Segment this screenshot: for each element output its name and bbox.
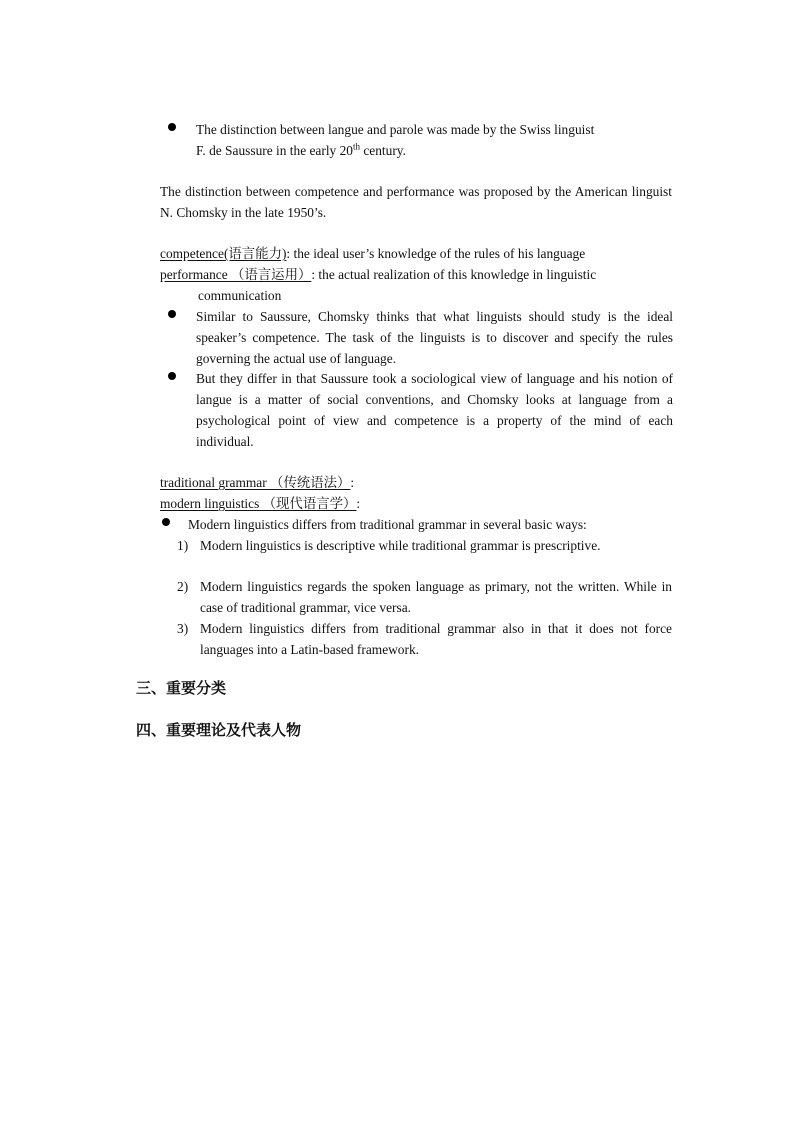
competence-paragraph: The distinction between competence and performance was proposed by the American linguist N. Chomsky in the late 1950’s. — [160, 184, 672, 220]
competence-text: : the ideal user’s knowledge of the rules of his language — [286, 246, 586, 261]
section-heading-theories: 四、重要理论及代表人物 — [136, 721, 302, 739]
bullet-dot — [162, 518, 170, 526]
traditional-grammar-term: traditional grammar （传统语法） — [160, 475, 351, 490]
list-item-text: Modern linguistics regards the spoken language as primary, not the written. While in case of traditional grammar, vice versa. — [200, 579, 672, 615]
performance-term: performance （语言运用） — [160, 267, 312, 282]
competence-definition — [160, 243, 680, 264]
list-item-number: 3) — [177, 621, 189, 636]
bullet-differ-text: But they differ in that Saussure took a sociological view of language and his notion of langue is a matter of social conventions, and Chomsky looks at language from a psychological point of view and competence is a property of the mind of each individual. — [196, 371, 673, 449]
traditional-grammar-line: traditional grammar （传统语法）: — [160, 475, 355, 490]
modern-linguistics-intro: Modern linguistics differs from traditional grammar in several basic ways: — [188, 517, 587, 532]
performance-continuation: communication — [198, 288, 282, 303]
performance-definition — [160, 264, 680, 285]
list-item-text: Modern linguistics differs from traditional grammar also in that it does not force languages into a Latin-based framework. — [200, 621, 672, 657]
list-item-number: 2) — [177, 579, 189, 594]
bullet-dot — [168, 123, 176, 131]
bullet-dot — [168, 372, 176, 380]
bullet-dot — [168, 310, 176, 318]
section-heading-classification: 三、重要分类 — [136, 679, 227, 697]
bullet-similar-text: Similar to Saussure, Chomsky thinks that what linguists should study is the ideal speaker’s competence. The task of the linguists is to discover and specify the rules governing the actual use of language. — [196, 309, 673, 366]
bullet-saussure-line1: The distinction between langue and parole was made by the Swiss linguist — [196, 122, 595, 137]
modern-linguistics-line: modern linguistics （现代语言学）: — [160, 496, 361, 511]
list-item-text: Modern linguistics is descriptive while traditional grammar is prescriptive. — [200, 538, 601, 553]
competence-term: competence(语言能力) — [160, 246, 287, 261]
bullet-saussure-text — [196, 119, 676, 161]
modern-linguistics-term: modern linguistics （现代语言学） — [160, 496, 357, 511]
bullet-saussure-line2: F. de Saussure in the early 20th century. — [196, 141, 406, 158]
performance-text: : the actual realization of this knowledge in linguistic — [311, 267, 597, 282]
list-item-number: 1) — [177, 538, 189, 553]
